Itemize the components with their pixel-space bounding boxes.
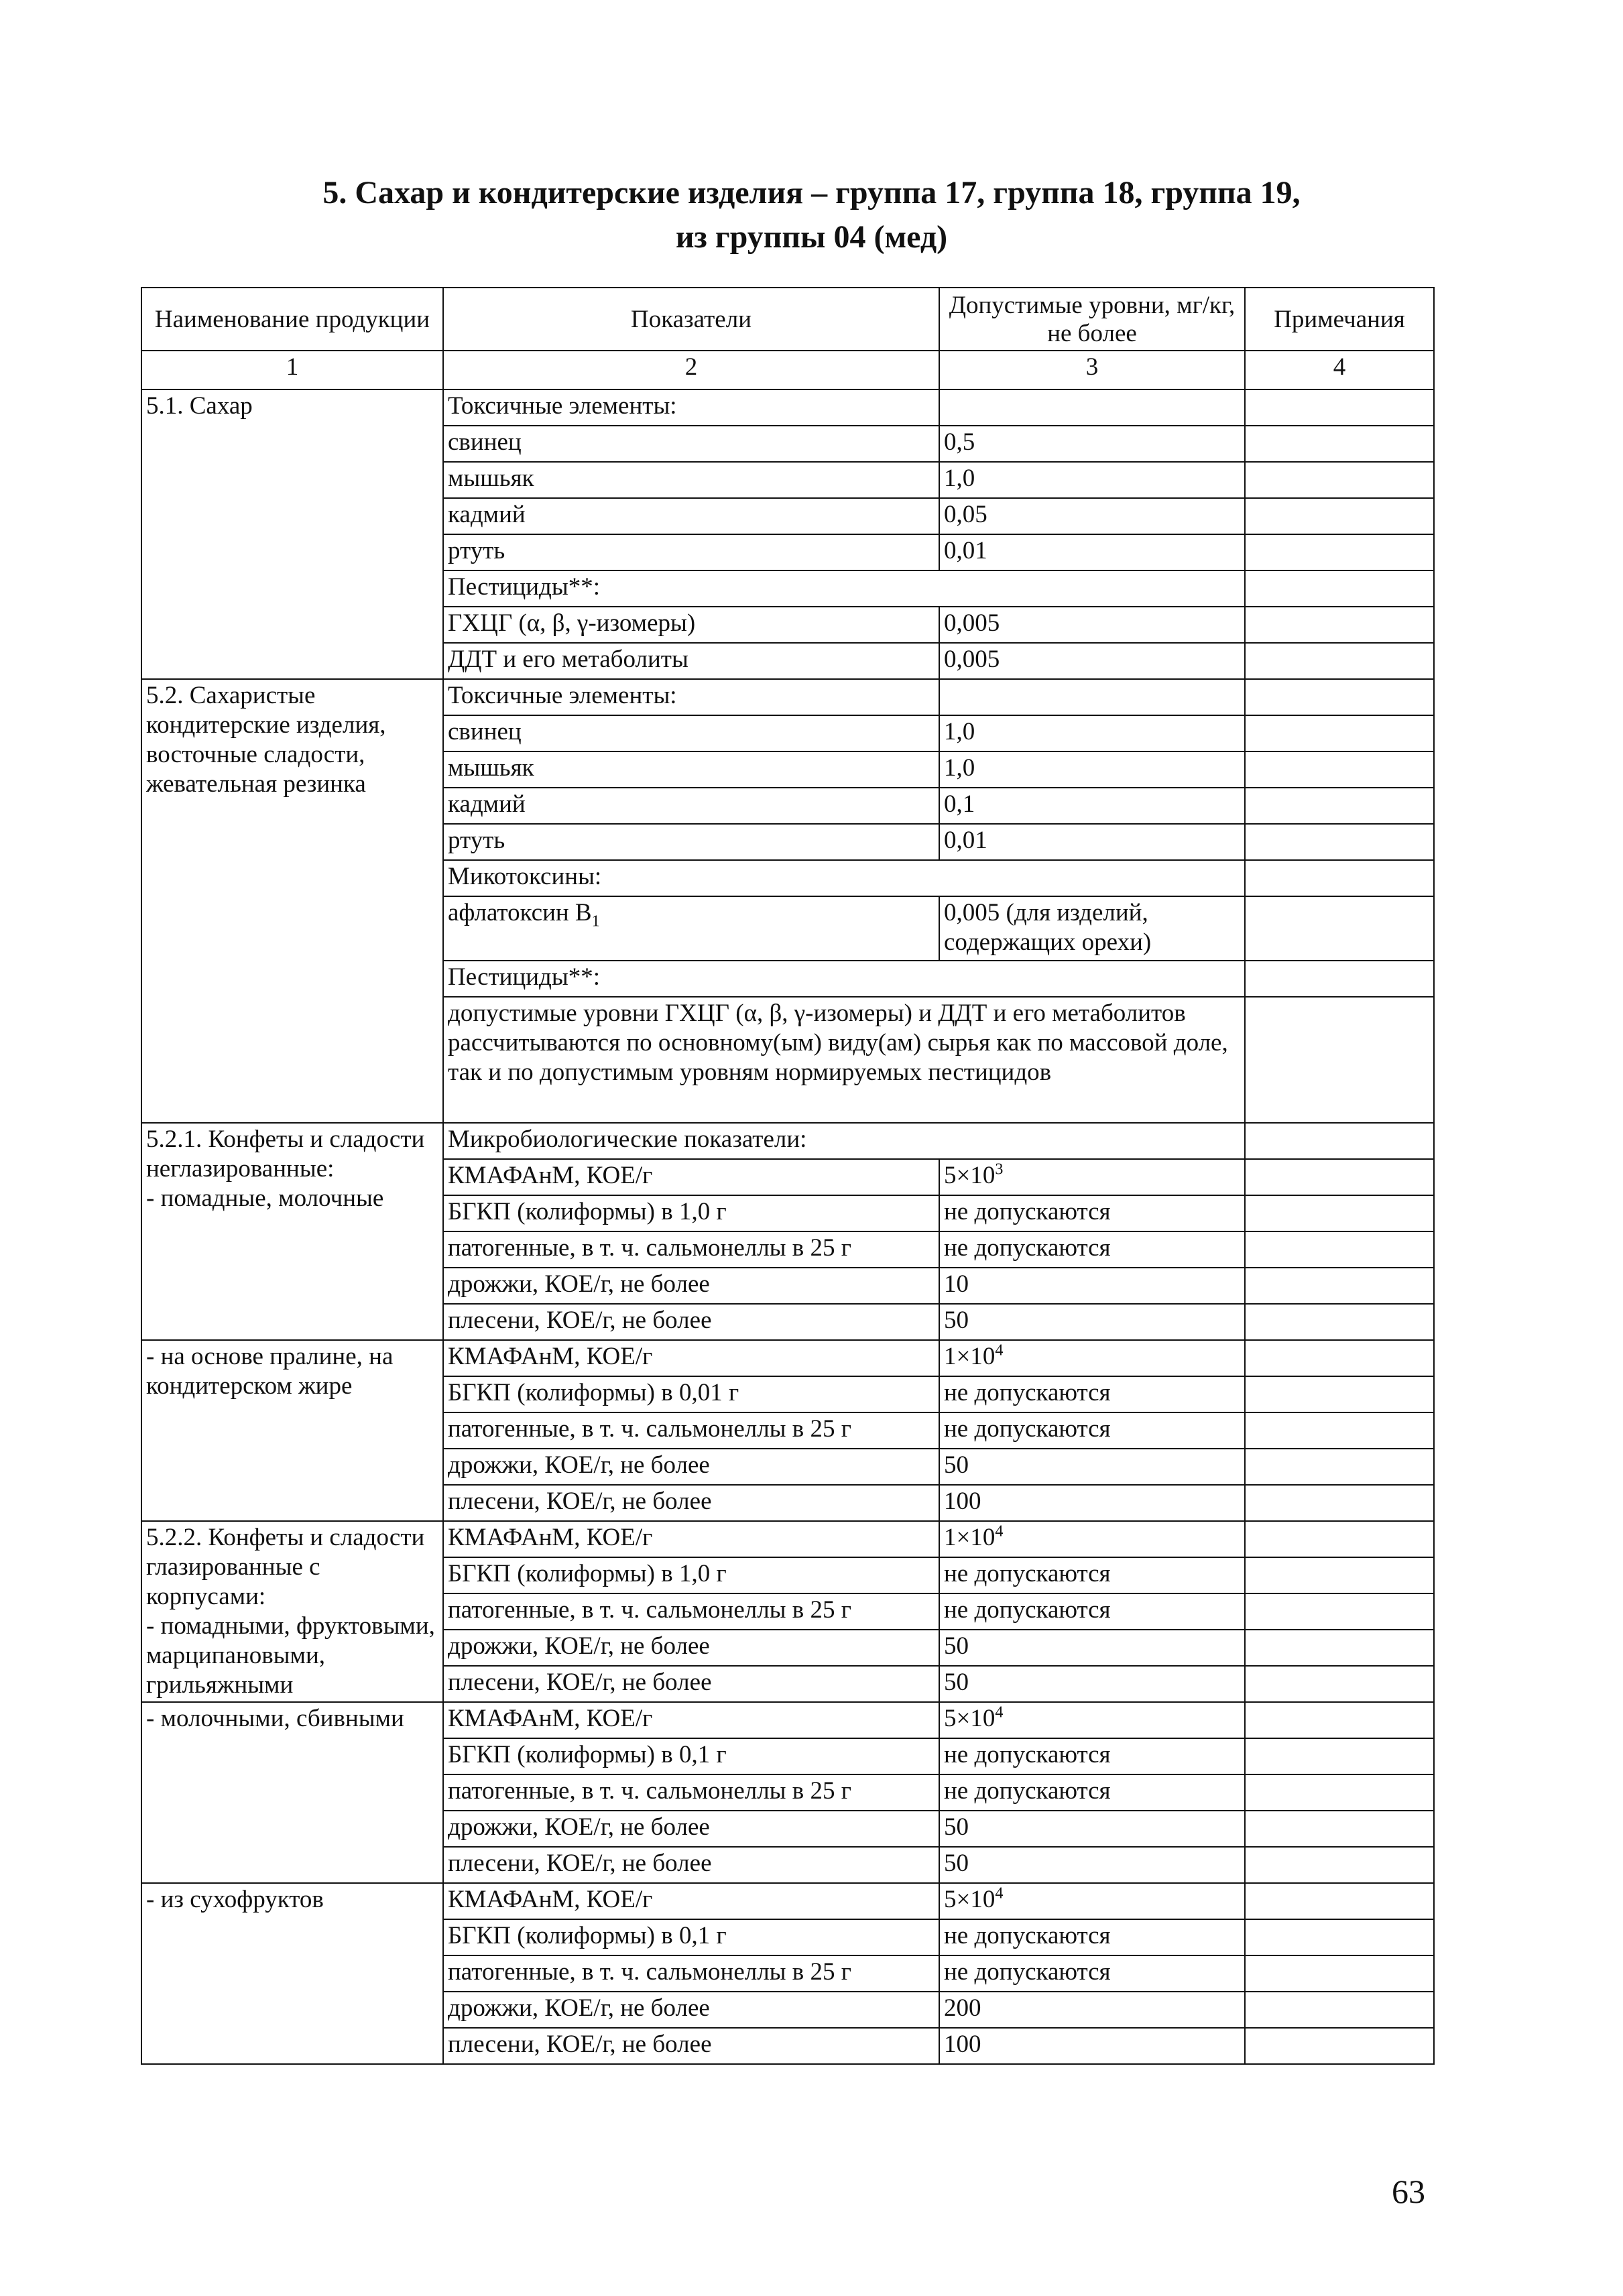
note-cell — [1245, 1268, 1434, 1304]
indicator-cell: дрожжи, КОЕ/г, не более — [443, 1992, 939, 2028]
header-notes: Примечания — [1245, 288, 1434, 351]
note-cell — [1245, 570, 1434, 607]
level-cell — [939, 1159, 1245, 1195]
table-row — [141, 1123, 1434, 1159]
note-cell — [1245, 534, 1434, 570]
indicator-cell: плесени, КОЕ/г, не более — [443, 1666, 939, 1702]
title-line-2: из группы 04 (мед) — [675, 219, 948, 255]
level-cell: 0,01 — [939, 534, 1245, 570]
norms-table — [141, 287, 1435, 2065]
product-name-main: 5.2.2. Конфеты и сладости глазированные с корпусами: — [146, 1524, 425, 1610]
note-cell — [1245, 1376, 1434, 1412]
level-exponent: 4 — [995, 1522, 1004, 1540]
note-cell — [1245, 715, 1434, 751]
note-cell — [1245, 462, 1434, 498]
pesticide-note: допустимые уровни ГХЦГ (α, β, γ-изомеры) и ДДТ и его метаболитов рассчитываются по основному(ым) виду(ам) сырья как по массовой доле, так и по допустимым уровням нормируемых пестицидов — [443, 997, 1245, 1123]
page-number: 63 — [1392, 2173, 1425, 2210]
level-cell: 50 — [939, 1666, 1245, 1702]
table-row — [141, 1521, 1434, 1557]
note-cell — [1245, 498, 1434, 534]
level-cell: 100 — [939, 1485, 1245, 1521]
level-cell: 0,005 — [939, 607, 1245, 643]
note-cell — [1245, 1702, 1434, 1738]
note-cell — [1245, 1992, 1434, 2028]
col-number: 4 — [1245, 351, 1434, 389]
product-subtype: - на основе пралине, на кондитерском жире — [141, 1340, 443, 1521]
level-cell: 0,01 — [939, 824, 1245, 860]
note-cell — [1245, 1847, 1434, 1883]
indicator-cell: дрожжи, КОЕ/г, не более — [443, 1449, 939, 1485]
level-cell: не допускаются — [939, 1774, 1245, 1811]
product-name: 5.1. Сахар — [141, 389, 443, 679]
product-subtype: - помадные, молочные — [146, 1185, 384, 1212]
indicator-cell: БГКП (колиформы) в 0,1 г — [443, 1919, 939, 1955]
header-product: Наименование продукции — [141, 288, 443, 351]
table-header-row — [141, 288, 1434, 351]
product-name — [141, 1521, 443, 1702]
indicator-cell: КМАФАнМ, КОЕ/г — [443, 1883, 939, 1919]
level-cell: не допускаются — [939, 1919, 1245, 1955]
note-cell — [1245, 389, 1434, 426]
indicator-cell: БГКП (колиформы) в 1,0 г — [443, 1557, 939, 1593]
level-cell: 50 — [939, 1304, 1245, 1340]
level-value: 5×10 — [944, 1705, 996, 1732]
indicator-cell: кадмий — [443, 498, 939, 534]
level-cell: не допускаются — [939, 1738, 1245, 1774]
level-cell: 1,0 — [939, 715, 1245, 751]
level-cell: 200 — [939, 1992, 1245, 2028]
indicator-cell: свинец — [443, 426, 939, 462]
table-row — [141, 1883, 1434, 1919]
level-cell: не допускаются — [939, 1231, 1245, 1268]
table-row — [141, 389, 1434, 426]
indicator-cell: мышьяк — [443, 751, 939, 788]
indicator-cell: патогенные, в т. ч. сальмонеллы в 25 г — [443, 1955, 939, 1992]
indicator-cell: ртуть — [443, 534, 939, 570]
indicator-cell: плесени, КОЕ/г, не более — [443, 2028, 939, 2064]
note-cell — [1245, 1521, 1434, 1557]
level-exponent: 3 — [995, 1160, 1004, 1179]
note-cell — [1245, 643, 1434, 679]
table-row — [141, 1702, 1434, 1738]
note-cell — [1245, 1774, 1434, 1811]
indicator-cell: ДДТ и его метаболиты — [443, 643, 939, 679]
col-number: 1 — [141, 351, 443, 389]
indicator-group-header: Микотоксины: — [443, 860, 1245, 896]
header-levels: Допустимые уровни, мг/кг, не более — [939, 288, 1245, 351]
level-cell: 0,005 — [939, 643, 1245, 679]
note-cell — [1245, 1159, 1434, 1195]
table-row — [141, 679, 1434, 715]
product-subtype: - помадными, фруктовыми, марципановыми, грильяжными — [146, 1612, 435, 1699]
level-cell: 0,005 (для изделий, содержащих орехи) — [939, 896, 1245, 961]
note-cell — [1245, 1304, 1434, 1340]
level-value: 1×10 — [944, 1343, 996, 1370]
note-cell — [1245, 1485, 1434, 1521]
indicator-cell: кадмий — [443, 788, 939, 824]
col-number: 3 — [939, 351, 1245, 389]
level-cell: 1,0 — [939, 462, 1245, 498]
indicator-cell: Токсичные элементы: — [443, 389, 939, 426]
level-cell: не допускаются — [939, 1557, 1245, 1593]
note-cell — [1245, 1449, 1434, 1485]
level-cell: 0,5 — [939, 426, 1245, 462]
note-cell — [1245, 1231, 1434, 1268]
product-subtype: - из сухофруктов — [141, 1883, 443, 2064]
level-cell: не допускаются — [939, 1376, 1245, 1412]
product-name — [141, 1123, 443, 1340]
note-cell — [1245, 997, 1434, 1123]
note-cell — [1245, 1593, 1434, 1630]
note-cell — [1245, 1955, 1434, 1992]
indicator-cell: КМАФАнМ, КОЕ/г — [443, 1159, 939, 1195]
level-cell — [939, 679, 1245, 715]
note-cell — [1245, 860, 1434, 896]
indicator-cell: дрожжи, КОЕ/г, не более — [443, 1630, 939, 1666]
product-name: 5.2. Сахаристые кондитерские изделия, восточные сладости, жевательная резинка — [141, 679, 443, 1123]
note-cell — [1245, 679, 1434, 715]
indicator-cell: Токсичные элементы: — [443, 679, 939, 715]
indicator-cell: КМАФАнМ, КОЕ/г — [443, 1702, 939, 1738]
level-cell: 50 — [939, 1630, 1245, 1666]
note-cell — [1245, 1738, 1434, 1774]
indicator-cell: патогенные, в т. ч. сальмонеллы в 25 г — [443, 1774, 939, 1811]
indicator-cell: плесени, КОЕ/г, не более — [443, 1847, 939, 1883]
level-exponent: 4 — [995, 1884, 1004, 1902]
indicator-cell: дрожжи, КОЕ/г, не более — [443, 1811, 939, 1847]
level-cell — [939, 389, 1245, 426]
level-cell: 1,0 — [939, 751, 1245, 788]
note-cell — [1245, 1412, 1434, 1449]
level-cell — [939, 1521, 1245, 1557]
note-cell — [1245, 607, 1434, 643]
indicator-cell: КМАФАнМ, КОЕ/г — [443, 1521, 939, 1557]
level-cell: 50 — [939, 1811, 1245, 1847]
level-cell: 0,05 — [939, 498, 1245, 534]
title-line-1: 5. Сахар и кондитерские изделия – группа 17, группа 18, группа 19, — [322, 175, 1301, 210]
note-cell — [1245, 1557, 1434, 1593]
level-cell: не допускаются — [939, 1593, 1245, 1630]
indicator-cell: БГКП (колиформы) в 1,0 г — [443, 1195, 939, 1231]
note-cell — [1245, 426, 1434, 462]
note-cell — [1245, 1666, 1434, 1702]
note-cell — [1245, 1883, 1434, 1919]
indicator-cell: мышьяк — [443, 462, 939, 498]
level-cell — [939, 1883, 1245, 1919]
level-value: 5×10 — [944, 1886, 996, 1913]
note-cell — [1245, 1919, 1434, 1955]
indicator-cell: КМАФАнМ, КОЕ/г — [443, 1340, 939, 1376]
product-subtype: - молочными, сбивными — [141, 1702, 443, 1883]
indicator-cell: патогенные, в т. ч. сальмонеллы в 25 г — [443, 1412, 939, 1449]
indicator-cell: патогенные, в т. ч. сальмонеллы в 25 г — [443, 1231, 939, 1268]
note-cell — [1245, 1811, 1434, 1847]
indicator-cell: дрожжи, КОЕ/г, не более — [443, 1268, 939, 1304]
note-cell — [1245, 2028, 1434, 2064]
level-cell: не допускаются — [939, 1195, 1245, 1231]
indicator-cell: патогенные, в т. ч. сальмонеллы в 25 г — [443, 1593, 939, 1630]
level-value: 5×10 — [944, 1162, 996, 1189]
indicator-cell: плесени, КОЕ/г, не более — [443, 1304, 939, 1340]
level-cell: 50 — [939, 1847, 1245, 1883]
note-cell — [1245, 961, 1434, 997]
note-cell — [1245, 1630, 1434, 1666]
level-cell: не допускаются — [939, 1955, 1245, 1992]
level-cell: 100 — [939, 2028, 1245, 2064]
indicator-cell: свинец — [443, 715, 939, 751]
level-exponent: 4 — [995, 1341, 1004, 1360]
level-cell — [939, 1340, 1245, 1376]
indicator-cell: ртуть — [443, 824, 939, 860]
note-cell — [1245, 896, 1434, 961]
header-indicators: Показатели — [443, 288, 939, 351]
level-cell: 0,1 — [939, 788, 1245, 824]
product-name-main: 5.2.1. Конфеты и сладости неглазированные: — [146, 1126, 425, 1183]
indicator-cell: ГХЦГ (α, β, γ-изомеры) — [443, 607, 939, 643]
note-cell — [1245, 824, 1434, 860]
indicator-cell: плесени, КОЕ/г, не более — [443, 1485, 939, 1521]
level-cell: 10 — [939, 1268, 1245, 1304]
aflatoxin-subscript: 1 — [591, 912, 600, 930]
indicator-group-header: Пестициды**: — [443, 570, 1245, 607]
indicator-cell: БГКП (колиформы) в 0,1 г — [443, 1738, 939, 1774]
level-exponent: 4 — [995, 1703, 1004, 1721]
note-cell — [1245, 1340, 1434, 1376]
indicator-cell — [443, 896, 939, 961]
page-title — [0, 171, 1623, 259]
level-cell: 50 — [939, 1449, 1245, 1485]
level-cell — [939, 1702, 1245, 1738]
note-cell — [1245, 1195, 1434, 1231]
indicator-group-header: Пестициды**: — [443, 961, 1245, 997]
indicator-cell: БГКП (колиформы) в 0,01 г — [443, 1376, 939, 1412]
note-cell — [1245, 751, 1434, 788]
aflatoxin-label: афлатоксин B — [448, 899, 592, 926]
level-cell: не допускаются — [939, 1412, 1245, 1449]
level-value: 1×10 — [944, 1524, 996, 1551]
indicator-group-header: Микробиологические показатели: — [443, 1123, 1245, 1159]
col-number: 2 — [443, 351, 939, 389]
table-row — [141, 1340, 1434, 1376]
note-cell — [1245, 1123, 1434, 1159]
column-number-row — [141, 351, 1434, 389]
note-cell — [1245, 788, 1434, 824]
